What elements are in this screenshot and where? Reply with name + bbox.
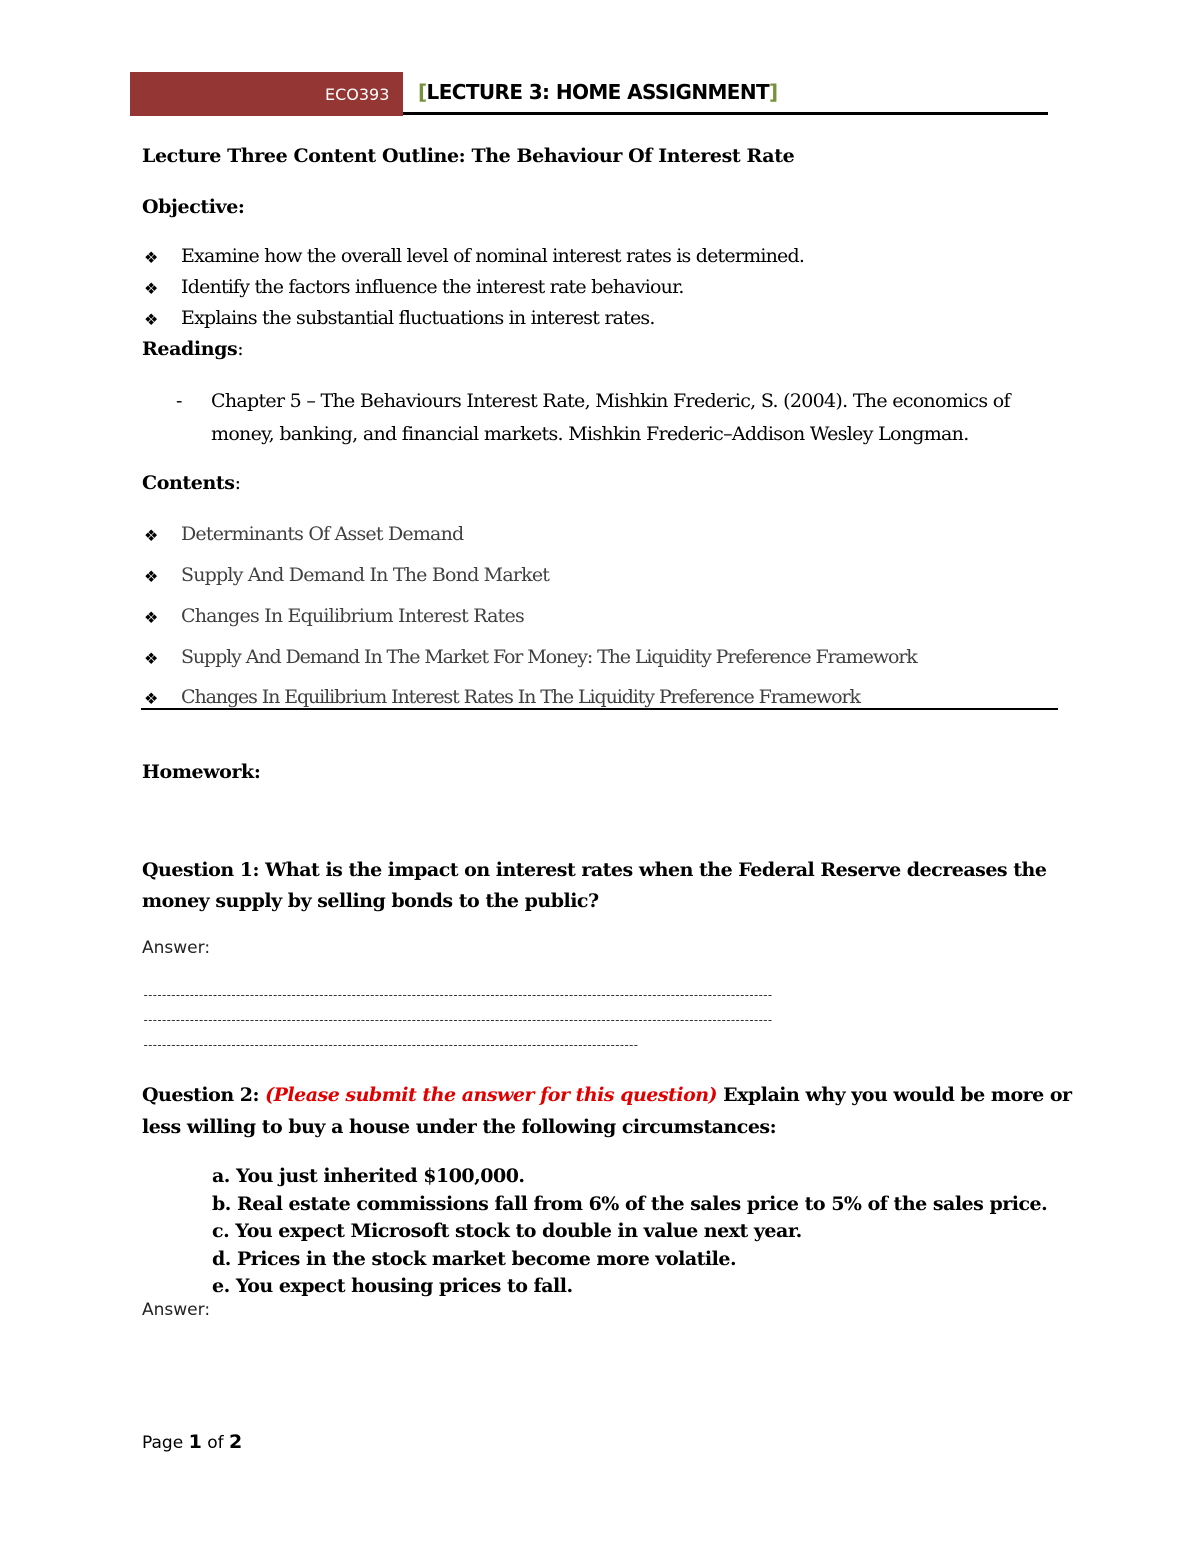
page-footer xyxy=(142,1431,242,1453)
diamond-bullet-icon: ❖ xyxy=(144,526,159,545)
contents-item: Supply And Demand In The Market For Money: The Liquidity Preference Framework xyxy=(181,646,917,668)
course-code-banner xyxy=(130,72,403,116)
contents-rule xyxy=(141,708,1058,710)
question-2-item: c. You expect Microsoft stock to double in value next year. xyxy=(212,1220,802,1242)
contents-item: Changes In Equilibrium Interest Rates xyxy=(181,605,524,627)
contents-colon: : xyxy=(234,472,241,494)
diamond-bullet-icon: ❖ xyxy=(144,279,159,298)
diamond-bullet-icon: ❖ xyxy=(144,567,159,586)
readings-heading-text: Readings xyxy=(142,338,238,360)
objective-item: Examine how the overall level of nominal interest rates is determined. xyxy=(181,245,805,267)
question-1-line-2: money supply by selling bonds to the public? xyxy=(142,890,599,912)
contents-item: Supply And Demand In The Bond Market xyxy=(181,564,550,586)
diamond-bullet-icon: ❖ xyxy=(144,248,159,267)
bracket-open: [ xyxy=(418,80,427,104)
question-2-item: a. You just inherited $100,000. xyxy=(212,1165,525,1187)
question-2-item: b. Real estate commissions fall from 6% of the sales price to 5% of the sales price. xyxy=(212,1193,1048,1215)
reading-line-1: Chapter 5 – The Behaviours Interest Rate, Mishkin Frederic, S. (2004). The economics of xyxy=(211,390,1010,412)
question-2-item: d. Prices in the stock market become more volatile. xyxy=(212,1248,737,1270)
homework-heading: Homework: xyxy=(142,761,261,783)
question-2-line-1-rest: Explain why you would be more or xyxy=(723,1084,1072,1106)
page-word: Page xyxy=(142,1433,184,1453)
question-2-label: Question 2: xyxy=(142,1084,259,1106)
contents-heading xyxy=(142,472,240,494)
question-2-line-1 xyxy=(142,1084,1072,1106)
objective-item: Explains the substantial fluctuations in interest rates. xyxy=(181,307,655,329)
header-title-text: LECTURE 3: HOME ASSIGNMENT xyxy=(426,80,770,104)
question-2-answer-label: Answer: xyxy=(142,1300,211,1320)
diamond-bullet-icon: ❖ xyxy=(144,649,159,668)
diamond-bullet-icon: ❖ xyxy=(144,608,159,627)
answer-dash-line: ----------------------------------------------------------------------------------------------------------- xyxy=(142,1038,637,1052)
header-rule xyxy=(403,112,1048,115)
objective-heading: Objective: xyxy=(142,196,245,218)
question-1-line-1: Question 1: What is the impact on interest rates when the Federal Reserve decreases the xyxy=(142,859,1047,881)
reading-line-2: money, banking, and financial markets. Mishkin Frederic–Addison Wesley Longman. xyxy=(211,423,969,445)
bracket-close: ] xyxy=(769,80,778,104)
diamond-bullet-icon: ❖ xyxy=(144,689,159,708)
contents-heading-text: Contents xyxy=(142,472,235,494)
readings-heading xyxy=(142,338,243,360)
outline-title: Lecture Three Content Outline: The Behaviour Of Interest Rate xyxy=(142,145,795,167)
question-2-submit-note: (Please submit the answer for this question) xyxy=(265,1084,718,1106)
question-2-line-2: less willing to buy a house under the following circumstances: xyxy=(142,1116,777,1138)
header-title xyxy=(418,80,778,104)
page-total: 2 xyxy=(229,1431,243,1453)
answer-dash-line: ---------------------------------------------------------------------------------------------------------------------------------------- xyxy=(142,1013,771,1027)
readings-colon: : xyxy=(237,338,243,360)
contents-item: Changes In Equilibrium Interest Rates In The Liquidity Preference Framework xyxy=(181,686,860,708)
reading-dash: - xyxy=(176,390,182,412)
diamond-bullet-icon: ❖ xyxy=(144,310,159,329)
answer-dash-line: ---------------------------------------------------------------------------------------------------------------------------------------- xyxy=(142,988,771,1002)
page-number: 1 xyxy=(188,1431,202,1453)
of-word: of xyxy=(207,1433,224,1453)
question-2-item: e. You expect housing prices to fall. xyxy=(212,1275,573,1297)
contents-item: Determinants Of Asset Demand xyxy=(181,523,464,545)
objective-item: Identify the factors influence the interest rate behaviour. xyxy=(181,276,684,298)
course-code: ECO393 xyxy=(325,85,390,104)
question-1-answer-label: Answer: xyxy=(142,938,211,958)
